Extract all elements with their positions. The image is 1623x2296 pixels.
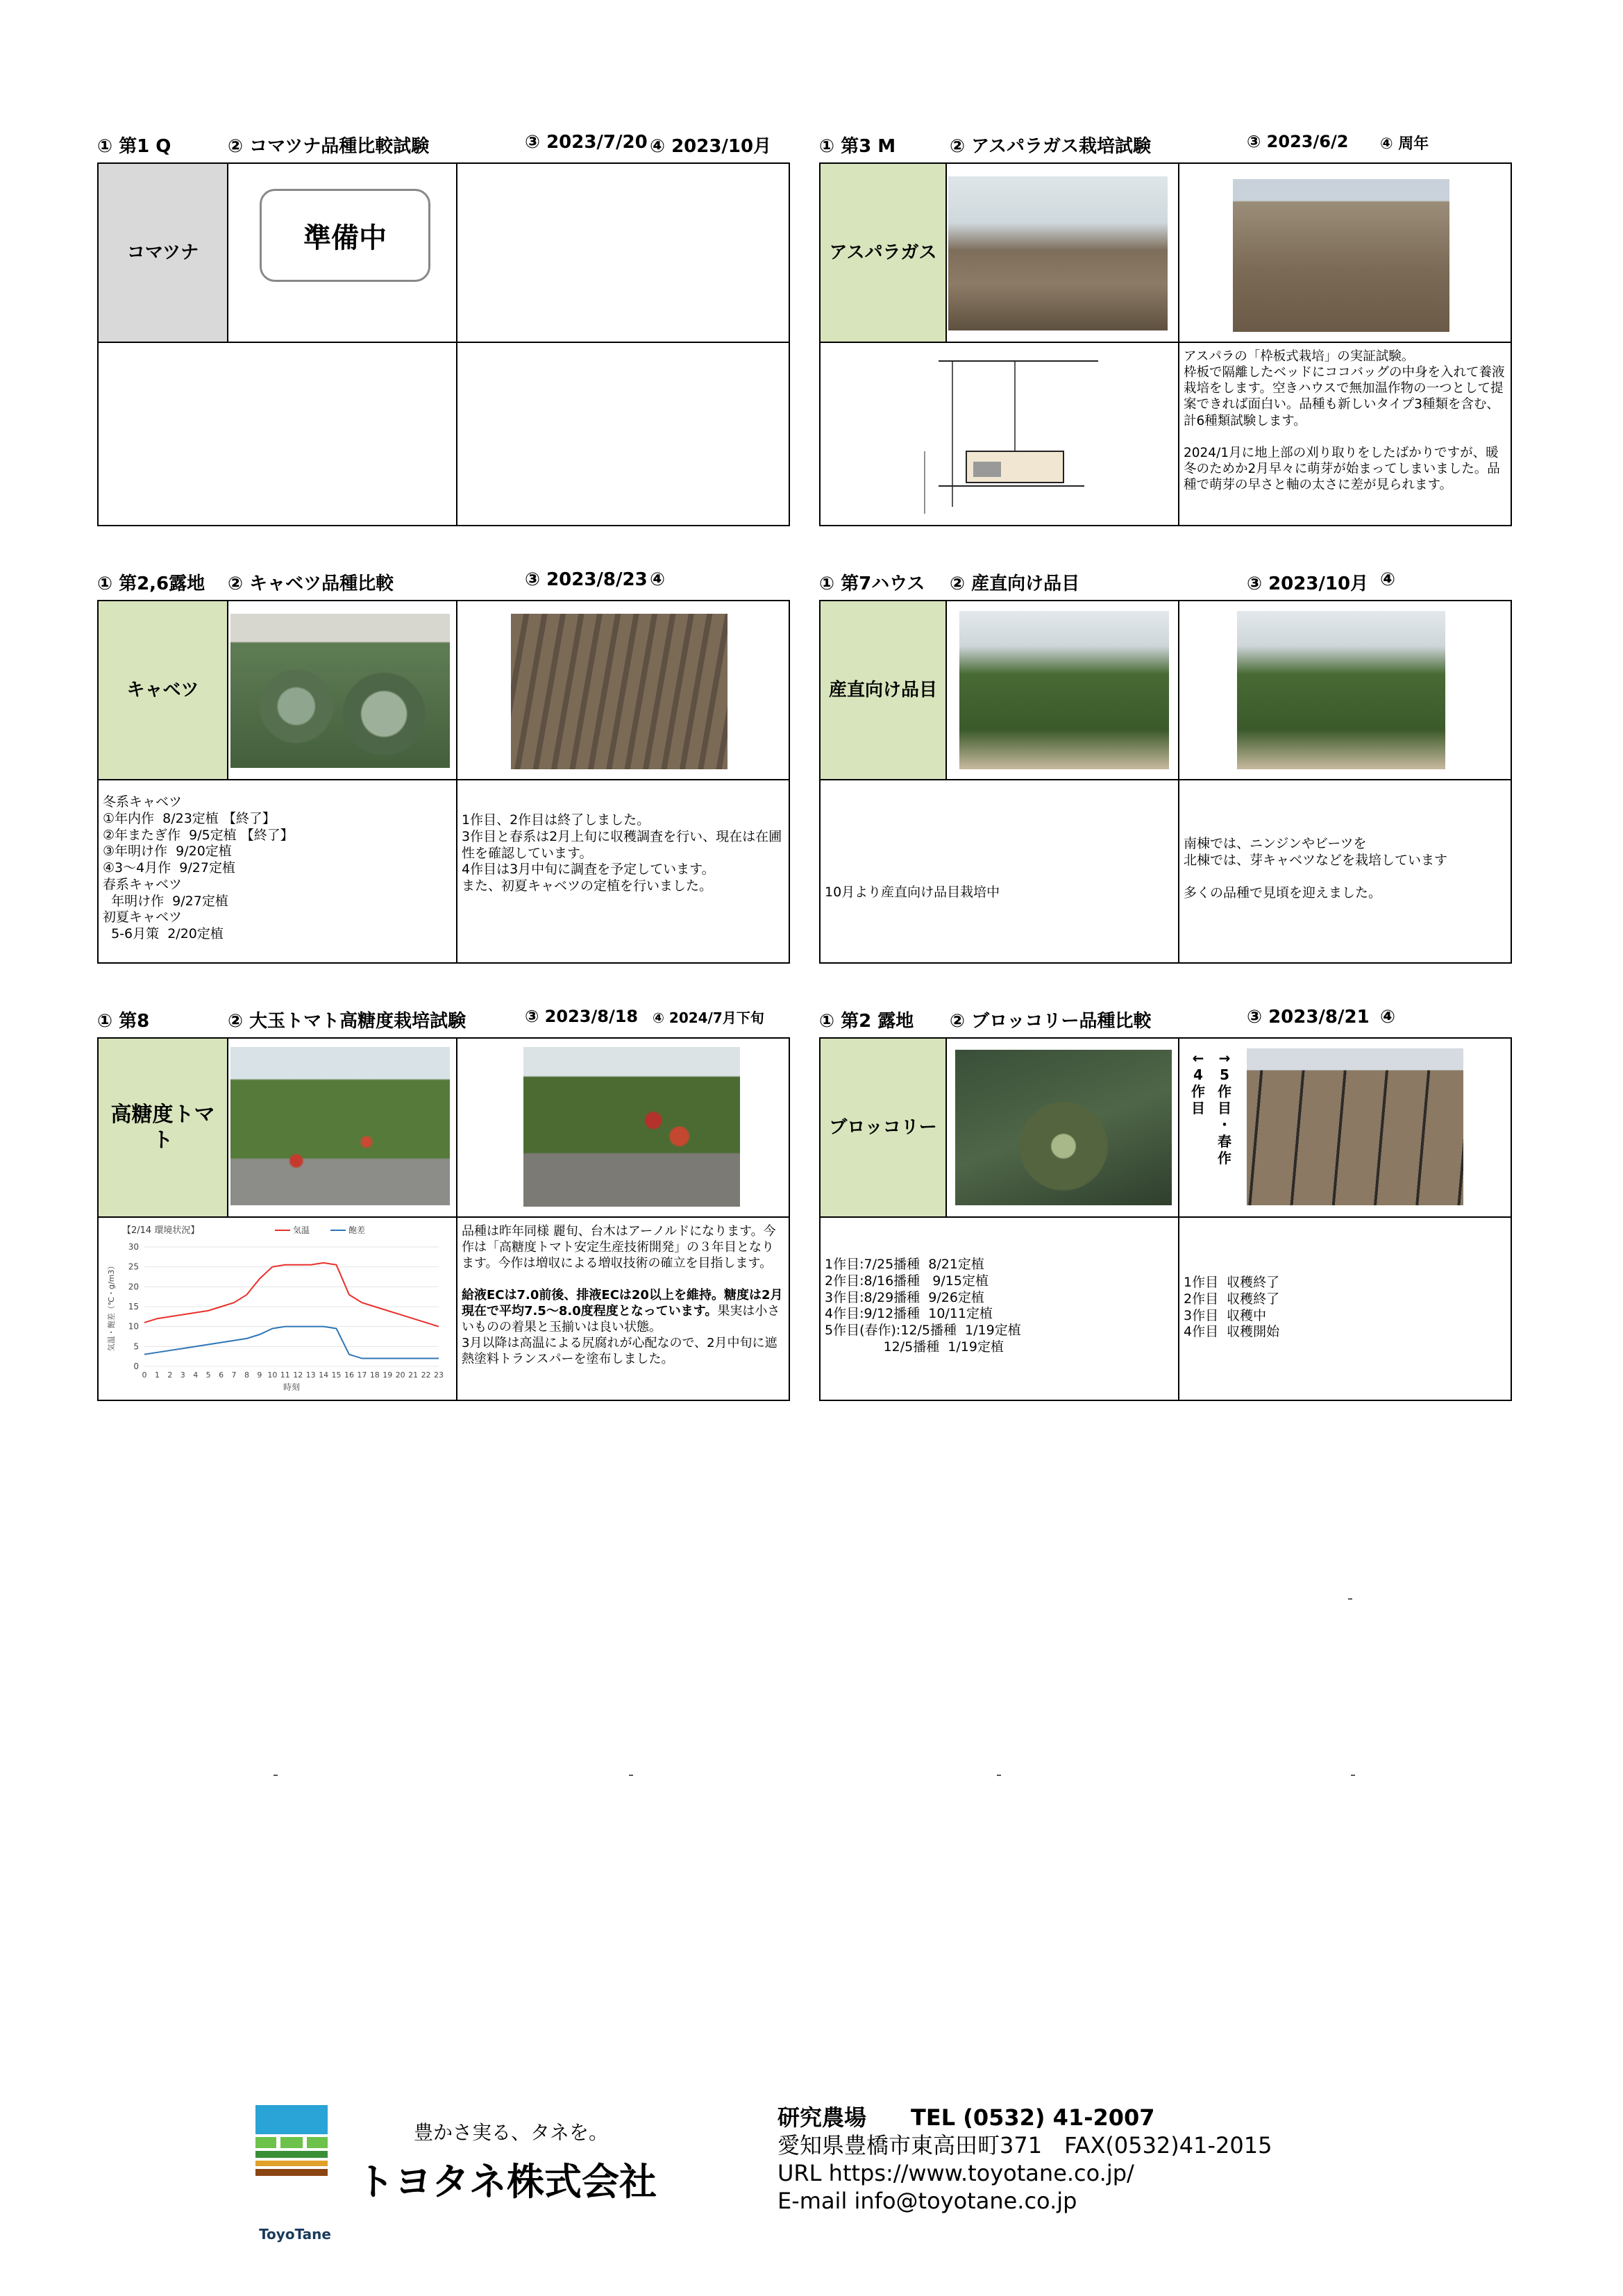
start-date: ③ 2023/8/23: [525, 569, 648, 590]
panel-box: [97, 600, 790, 964]
start-date: ③ 2023/7/20: [525, 132, 648, 153]
planting-schedule: 1作目:7/25播種 8/21定植 2作目:8/16播種 9/15定植 3作目:8/29播種 9/26定植 4作目:9/12播種 10/11定植 5作目(春作):12/5播種 1/19定植 12/5播種 1/19定植: [825, 1257, 1021, 1355]
trial-name: ② コマツナ品種比較試験: [228, 136, 430, 157]
environment-chart: [101, 1221, 453, 1398]
x-tick-label: 4: [193, 1371, 199, 1380]
crop-label: キャベツ: [99, 601, 227, 779]
x-tick-label: 23: [434, 1371, 444, 1380]
x-tick-label: 18: [369, 1371, 380, 1380]
planting-note: 10月より産直向け品目栽培中: [825, 885, 1000, 900]
contact-url[interactable]: URL https://www.toyotane.co.jp/: [777, 2160, 1134, 2186]
end-date: ④ 周年: [1380, 135, 1429, 153]
trial-note: [457, 1218, 789, 1400]
crop-label: アスパラガス: [821, 164, 945, 342]
panel-box: [97, 162, 790, 526]
north-house-photo: [1237, 611, 1445, 769]
trial-note-tail: 果実は小さいものの着果と玉揃いは良い状態。 3月以降は高温による尻腐れが心配なので、2月中旬に遮熱塗料トランスパーを塗布しました。: [462, 1304, 780, 1367]
x-tick-label: 10: [267, 1371, 278, 1380]
crop-label: ブロッコリー: [821, 1039, 945, 1216]
annotation-right: → 5 作 目 ・ 春 作: [1218, 1050, 1231, 1166]
cabbage-field-photo: [230, 614, 450, 768]
contact-email[interactable]: E-mail info@toyotane.co.jp: [777, 2188, 1077, 2214]
end-date: ④ 2023/10月: [650, 136, 772, 157]
field-number: ① 第7ハウス: [819, 573, 925, 594]
x-axis-label: 時刻: [283, 1382, 301, 1392]
field-number: ① 第1 Q: [97, 136, 171, 157]
panel-header: [819, 129, 1513, 157]
end-date: ④: [650, 569, 666, 590]
x-tick-label: 22: [421, 1371, 431, 1380]
panel-box: [97, 1037, 790, 1401]
placeholder-badge: 準備中: [260, 189, 430, 282]
y-tick-label: 15: [128, 1302, 139, 1312]
x-tick-label: 15: [331, 1371, 342, 1380]
panel-tomato: [97, 1004, 791, 1403]
x-tick-label: 7: [231, 1371, 237, 1380]
field-number: ① 第3 M: [819, 136, 896, 157]
asparagus-sprout-photo: [1233, 179, 1449, 332]
trial-name: ② ブロッコリー品種比較: [950, 1011, 1152, 1032]
trial-name: ② 産直向け品目: [950, 573, 1080, 594]
trial-note: 南棟では、ニンジンやビーツを 北棟では、芽キャベツなどを栽培しています 多くの品種で見頃を迎えました。: [1184, 836, 1448, 901]
planting-schedule: 冬系キャベツ ①年内作 8/23定植 【終了】 ②年またぎ作 9/5定植 【終了】 ③年明け作 9/20定植 ④3～4月作 9/27定植 春系キャベツ 年明け作 9/27定植 初夏キャベツ 5-6月策 2/20定植: [103, 794, 294, 941]
trial-note-intro: 品種は昨年同様 麗旬、台木はアーノルドになります。今作は「高糖度トマト安定生産技術開発」の３年目となります。今作は増収による増収技術の確立を目指します。: [462, 1224, 776, 1271]
end-date: ④: [1380, 569, 1396, 590]
crop-label: 高糖度トマト: [99, 1039, 227, 1216]
field-number: ① 第2 露地: [819, 1011, 914, 1032]
end-date: ④: [1380, 1007, 1396, 1028]
panel-asparagus: [819, 129, 1513, 528]
harvest-status: 1作目 収穫終了 2作目 収穫終了 3作目 収穫中 4作目 収穫開始: [1184, 1275, 1280, 1340]
toyotane-logo-icon: [250, 2104, 333, 2187]
chart-title: 【2/14 環境状況】: [122, 1225, 200, 1236]
contact-address: 愛知県豊橋市東高田町371 FAX(0532)41-2015: [777, 2132, 1272, 2159]
company-name: トヨタネ株式会社: [357, 2160, 657, 2204]
x-tick-label: 19: [382, 1371, 393, 1380]
y-tick-label: 30: [128, 1242, 139, 1252]
x-tick-label: 2: [167, 1371, 173, 1380]
panel-box: [819, 600, 1512, 964]
panel-broccoli: [819, 1004, 1513, 1403]
start-date: ③ 2023/8/21: [1247, 1007, 1370, 1028]
trial-name: ② アスパラガス栽培試験: [950, 136, 1152, 157]
panel-header: [97, 1004, 791, 1032]
end-date: ④ 2024/7月下旬: [653, 1009, 764, 1026]
south-house-photo: [959, 611, 1169, 769]
x-tick-label: 5: [205, 1371, 211, 1380]
panel-header: [819, 567, 1513, 594]
y-tick-label: 20: [128, 1282, 139, 1292]
footer: [250, 2104, 1430, 2270]
start-date: ③ 2023/6/2: [1247, 132, 1349, 151]
x-tick-label: 3: [180, 1371, 185, 1380]
panel-header: [97, 567, 791, 594]
panel-komatsuna: [97, 129, 791, 528]
legend-label: 気温: [293, 1225, 310, 1235]
crop-label: コマツナ: [99, 164, 227, 342]
crop-rotation-annotation: [1183, 1047, 1247, 1207]
start-date: ③ 2023/8/18: [525, 1007, 639, 1026]
y-tick-label: 25: [128, 1262, 139, 1272]
x-tick-label: 0: [142, 1371, 147, 1380]
slogan: 豊かさ実る、タネを。: [414, 2121, 609, 2144]
tomato-house-photo: [230, 1047, 450, 1205]
panel-header: [97, 129, 791, 157]
crop-label: 産直向け品目: [821, 601, 945, 779]
x-tick-label: 21: [408, 1371, 419, 1380]
trial-name: ② 大玉トマト高糖度栽培試験: [228, 1011, 466, 1032]
x-tick-label: 8: [244, 1371, 249, 1380]
contact-tel: 研究農場 TEL (0532) 41-2007: [777, 2104, 1155, 2131]
trial-note-bold: 給液ECは7.0前後、排液ECは20以上を維持。糖度は2月現在で平均7.5～8.0度程度となっています。: [462, 1288, 783, 1319]
series-line-vpd: [144, 1327, 439, 1359]
x-tick-label: 1: [154, 1371, 160, 1380]
y-tick-label: 5: [133, 1341, 139, 1352]
start-date: ③ 2023/10月: [1247, 573, 1369, 594]
x-tick-label: 6: [219, 1371, 224, 1380]
panel-direct-sale: [819, 567, 1513, 966]
field-number: ① 第8: [97, 1011, 150, 1032]
series-line-temperature: [144, 1263, 439, 1327]
x-tick-label: 17: [357, 1371, 367, 1380]
annotation-left: ← 4 作 目: [1191, 1050, 1205, 1116]
frame-bed-diagram: [897, 347, 1112, 521]
y-tick-label: 10: [128, 1321, 139, 1332]
planted-rows-photo: [511, 614, 728, 769]
tomato-fruit-photo: [523, 1047, 740, 1207]
x-tick-label: 16: [344, 1371, 354, 1380]
panel-header: [819, 1004, 1513, 1032]
panel-cabbage: [97, 567, 791, 966]
trial-note: 1作目、2作目は終了しました。 3作目と春系は2月上旬に収穫調査を行い、現在は在圃性を確認しています。 4作目は3月中旬に調査を予定しています。 また、初夏キャベツの定植を行いました。: [462, 812, 782, 894]
field-number: ① 第2,6露地: [97, 573, 205, 594]
logo-wordmark: ToyoTane: [259, 2226, 331, 2243]
panel-box: [819, 1037, 1512, 1401]
greenhouse-bed-photo: [948, 176, 1168, 330]
x-tick-label: 20: [395, 1371, 405, 1380]
trial-name: ② キャベツ品種比較: [228, 573, 394, 594]
x-tick-label: 13: [305, 1371, 316, 1380]
broccoli-head-photo: [955, 1050, 1172, 1205]
contact-info: [777, 2104, 1272, 2215]
panel-box: [819, 162, 1512, 526]
broccoli-rows-photo: [1247, 1048, 1463, 1205]
x-tick-label: 11: [280, 1371, 290, 1380]
y-axis-label: 気温・飽差（℃・g/m3）: [107, 1262, 116, 1352]
trial-note: アスパラの「枠板式栽培」の実証試験。 枠板で隔離したベッドにココバッグの中身を入れて養液栽培をします。空きハウスで無加温作物の一つとして提案できれば面白い。品種も新しいタイプ3種類を含む、計6種類試験します。 2024/1月に地上部の刈り取りをしたばかりですが、暖冬のためか2月早々に萌芽が始まってしまいました。品種で萌芽の早さと軸の太さに差が見られます。: [1184, 349, 1505, 492]
x-tick-label: 14: [319, 1371, 329, 1380]
legend-label: 飽差: [348, 1225, 366, 1235]
x-tick-label: 12: [293, 1371, 303, 1380]
y-tick-label: 0: [133, 1361, 139, 1371]
x-tick-label: 9: [257, 1371, 262, 1380]
